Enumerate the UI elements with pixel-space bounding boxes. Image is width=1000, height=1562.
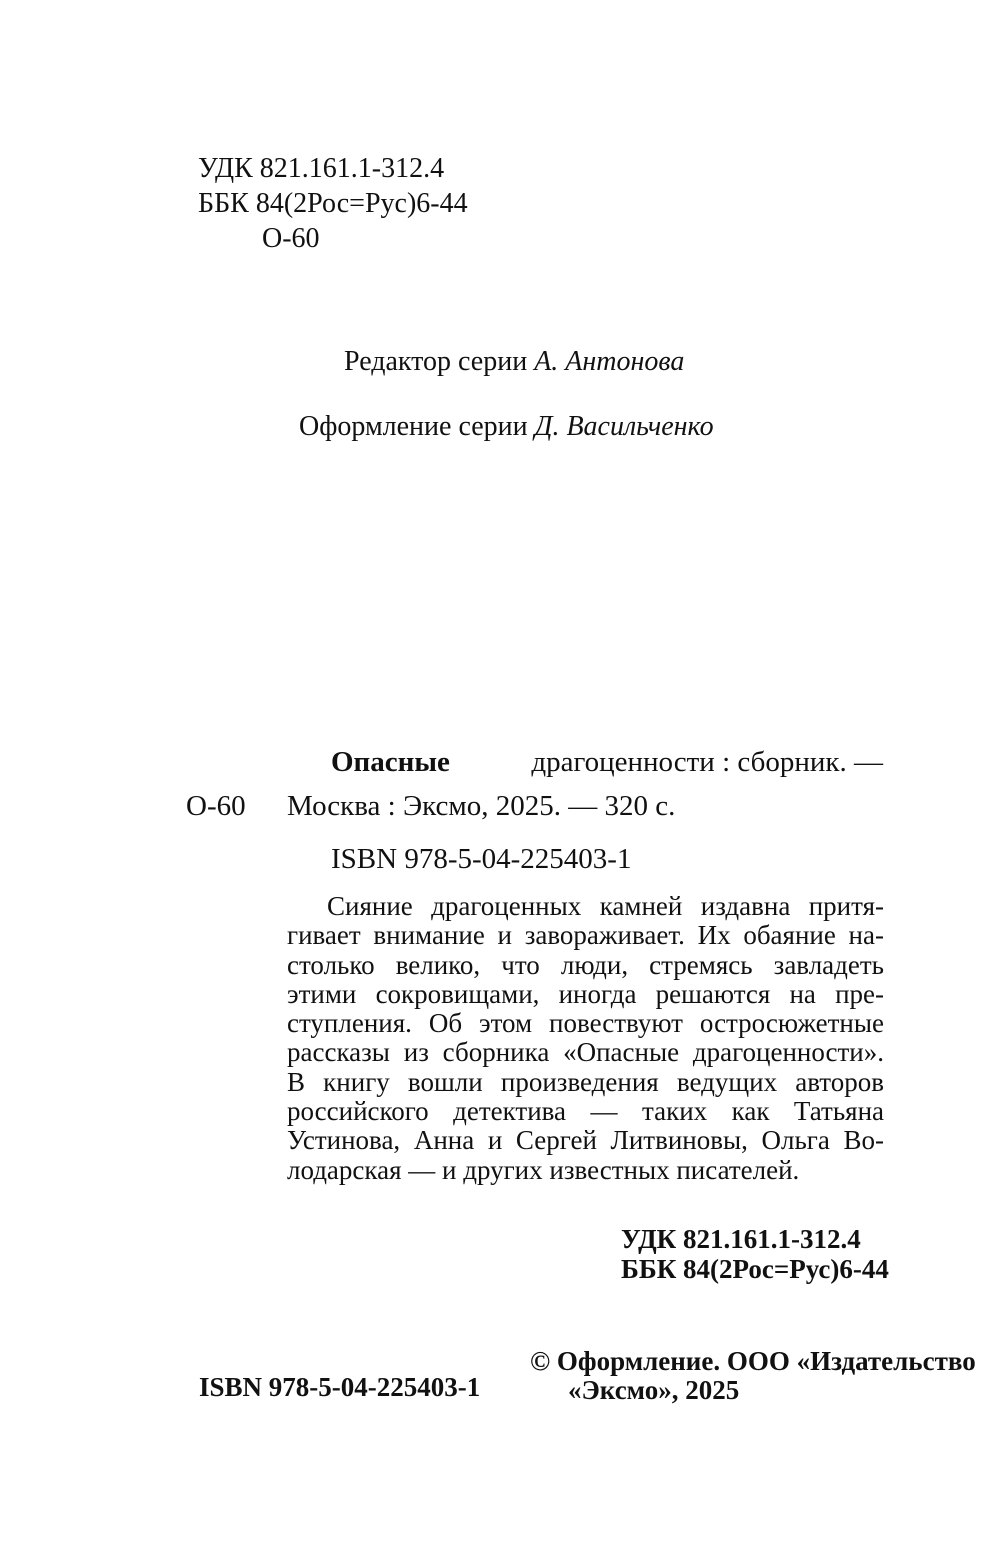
abstract-line: лодарская — и других известных писателей. [287, 1154, 800, 1185]
series-editor-credit [344, 345, 684, 378]
record-title-bold: Опасные [331, 746, 450, 778]
copyright-line-1: © Оформление. ООО «Издательство [530, 1346, 976, 1376]
udk-top: УДК 821.161.1-312.4 [198, 153, 445, 184]
record-publication: Москва : Эксмо, 2025. — 320 с. [287, 790, 676, 822]
author-mark-top: О-60 [262, 223, 320, 254]
record-title-rest: драгоценности : сборник. — [531, 746, 883, 778]
udk-bottom: УДК 821.161.1-312.4 [621, 1224, 861, 1254]
abstract-line: гивает внимание и завораживает. Их обаяние на- [287, 920, 884, 951]
record-isbn: ISBN 978-5-04-225403-1 [331, 843, 632, 875]
copyright-line-2: «Эксмо», 2025 [568, 1375, 740, 1405]
footer-isbn: ISBN 978-5-04-225403-1 [199, 1372, 481, 1402]
record-title-line [331, 745, 883, 779]
abstract-line: этими сокровищами, иногда решаются на пре- [287, 978, 884, 1009]
series-design-credit [299, 410, 714, 443]
record-author-mark: О-60 [186, 790, 246, 822]
abstract-line: В книгу вошли произведения ведущих авторов [287, 1066, 884, 1097]
series-design-label: Оформление серии [299, 411, 528, 442]
bbk-bottom: ББК 84(2Рос=Рус)6-44 [621, 1254, 889, 1284]
abstract-line: Устинова, Анна и Сергей Литвиновы, Ольга Во- [287, 1125, 884, 1156]
abstract-paragraph [287, 892, 884, 1185]
series-editor-label: Редактор серии [344, 346, 528, 377]
abstract-line: Сияние драгоценных камней издавна притя- [327, 891, 884, 921]
series-editor-name: А. Антонова [534, 346, 685, 377]
abstract-line: столько велико, что люди, стремясь завладеть [287, 949, 884, 980]
abstract-line: ступления. Об этом повествуют остросюжетные [287, 1008, 884, 1039]
bbk-top: ББК 84(2Рос=Рус)6-44 [198, 188, 468, 219]
abstract-line: рассказы из сборника «Опасные драгоценности». [287, 1037, 884, 1068]
abstract-line: российского детектива — таких как Татьяна [287, 1096, 884, 1127]
series-design-name: Д. Васильченко [534, 411, 714, 442]
